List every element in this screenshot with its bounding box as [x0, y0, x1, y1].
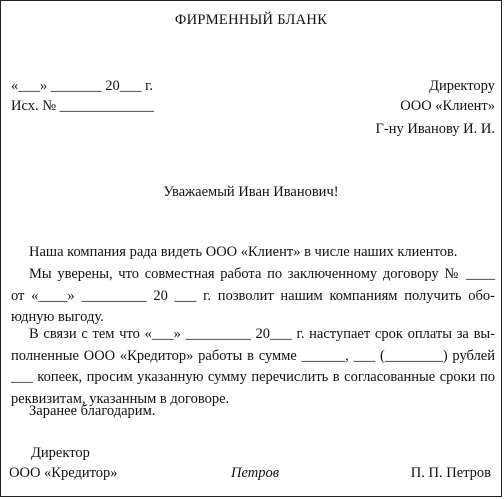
paragraph-4-text: Заранее благодарим.	[29, 403, 156, 419]
greeting: Уважаемый Иван Иванович!	[163, 184, 339, 200]
recipient-person: Г-ну Иванову И. И.	[375, 121, 495, 137]
paragraph-2-line-2: от «____» _________ 20 ___ г. позволит нашим компаниям получить обо-	[11, 287, 495, 304]
paragraph-2-line-1: Мы уверены, что совместная работа по заключенному договору № ____	[29, 266, 495, 282]
paragraph-4	[11, 401, 495, 423]
recipient-position: Директору	[429, 78, 495, 94]
handwritten-signature: Петров	[231, 465, 279, 481]
paragraph-3-line-1: В связи с тем что «___» _________ 20___ г. наступает срок оплаты за вы-	[29, 326, 495, 342]
paragraph-3-line-3: ___ копеек, просим указанную сумму перечислить в согласованные сроки по	[11, 369, 495, 385]
signature-company: ООО «Кредитор»	[9, 465, 118, 481]
signature-name: П. П. Петров	[410, 465, 491, 481]
paragraph-1-text: Наша компания рада видеть ООО «Клиент» в числе наших клиентов.	[29, 244, 458, 260]
paragraph-2	[11, 264, 495, 329]
date-line: «___» _______ 20___ г.	[11, 78, 154, 94]
paragraph-3-line-2: полненные ООО «Кредитор» работы в сумме ______, ___ (________) рублей	[11, 347, 495, 364]
paragraph-2-line-3: юдную выгоду.	[11, 309, 104, 325]
recipient-company: ООО «Клиент»	[400, 98, 495, 114]
outgoing-number-line: Исх. № _____________	[11, 98, 154, 114]
paragraph-3-line-4: реквизитам, указанным в договоре.	[11, 390, 230, 407]
letterhead-title: ФИРМЕННЫЙ БЛАНК	[174, 12, 328, 28]
paragraph-1	[11, 242, 495, 264]
signature-position: Директор	[31, 445, 90, 461]
paragraph-3	[11, 324, 495, 410]
